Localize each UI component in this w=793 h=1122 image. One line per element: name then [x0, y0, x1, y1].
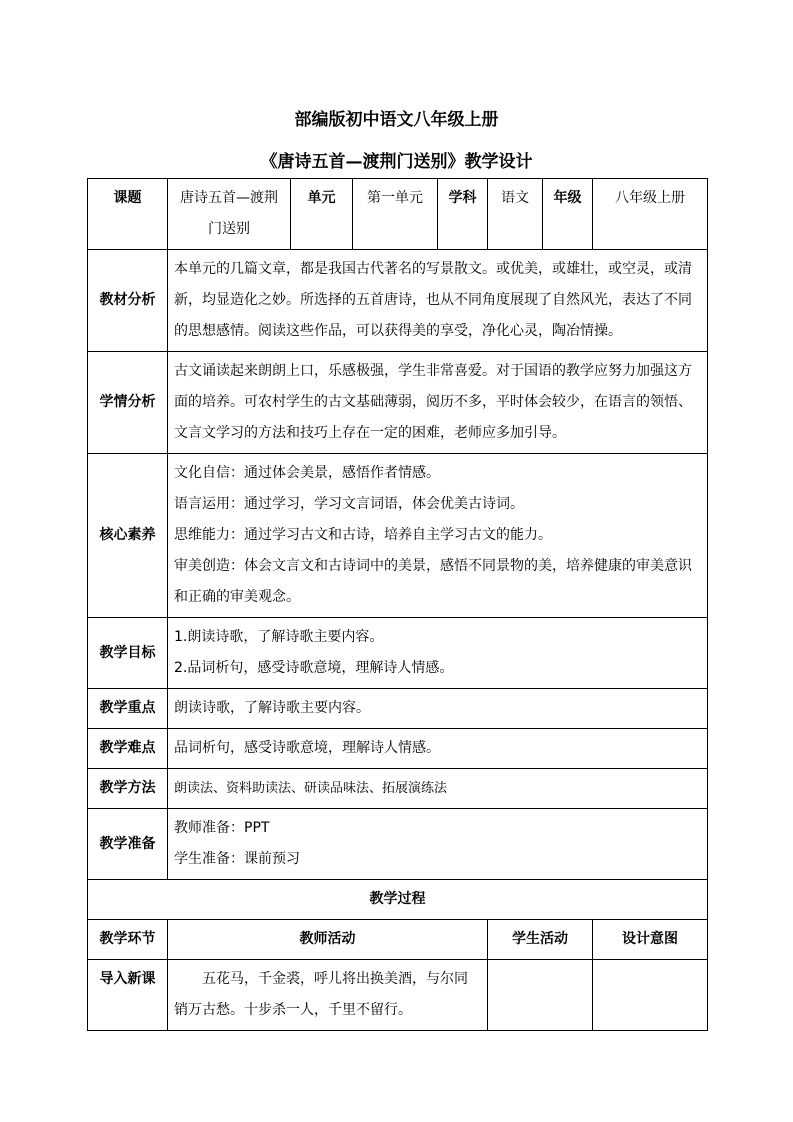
- teaching-prep-item: 教师准备：PPT: [174, 820, 270, 836]
- grade-value: 八年级上册: [593, 179, 708, 250]
- teaching-prep-row: [88, 809, 708, 880]
- process-design-intent: [593, 960, 708, 1031]
- teaching-prep-content: [168, 809, 708, 880]
- teaching-prep-item: 学生准备：课前预习: [174, 851, 300, 867]
- unit-label: 单元: [291, 179, 353, 250]
- process-row: [88, 960, 708, 1031]
- subject-value: 语文: [488, 179, 543, 250]
- core-literacy-line: 审美创造：体会文言文和古诗词中的美景，感悟不同景物的美，培养健康的审美意识和正确的审美观念。: [174, 558, 692, 605]
- teaching-focus-label: 教学重点: [88, 689, 168, 729]
- document-title: 部编版初中语文八年级上册: [294, 110, 499, 130]
- student-analysis-row: [88, 352, 708, 454]
- teaching-focus-row: [88, 689, 708, 729]
- teaching-goal-item: 2.品词析句，感受诗歌意境，理解诗人情感。: [174, 660, 454, 676]
- student-analysis-text: 古文诵读起来朗朗上口，乐感极强，学生非常喜爱。对于国语的教学应努力加强这方面的培养。可农村学生的古文基础薄弱，阅历不多，平时体会较少，在语言的领悟、文言文学习的方法和技巧上存在一定的困难，老师应多加引导。: [168, 352, 708, 454]
- core-literacy-line: 语言运用：通过学习，学习文言词语，体会优美古诗词。: [174, 496, 524, 512]
- process-title: 教学过程: [88, 880, 708, 920]
- teaching-prep-label: 教学准备: [88, 809, 168, 880]
- material-analysis-row: [88, 250, 708, 352]
- teaching-methods-row: [88, 769, 708, 809]
- teaching-focus-text: 朗读诗歌，了解诗歌主要内容。: [168, 689, 708, 729]
- teaching-goals-row: [88, 618, 708, 689]
- process-stage: 导入新课: [88, 960, 168, 1031]
- subject-label: 学科: [438, 179, 488, 250]
- process-teacher-activity: [168, 960, 488, 1031]
- process-header-row: [88, 920, 708, 960]
- lesson-plan-table: [87, 178, 708, 1031]
- header-row: [88, 179, 708, 250]
- core-literacy-row: [88, 454, 708, 618]
- teaching-goals-content: [168, 618, 708, 689]
- teacher-activity-text: 五花马，千金裘，呼儿将出换美酒，与尔同销万古愁。十步杀一人，千里不留行。: [174, 971, 468, 1018]
- teaching-goals-label: 教学目标: [88, 618, 168, 689]
- column-header-intent: 设计意图: [593, 920, 708, 960]
- topic-label: 课题: [88, 179, 168, 250]
- process-title-row: [88, 880, 708, 920]
- grade-label: 年级: [543, 179, 593, 250]
- core-literacy-label: 核心素养: [88, 454, 168, 618]
- material-analysis-text: 本单元的几篇文章，都是我国古代著名的写景散文。或优美，或雄壮，或空灵，或清新，均显造化之妙。所选择的五首唐诗，也从不同角度展现了自然风光，表达了不同的思想感情。阅读这些作品，可以获得美的享受，净化心灵，陶冶情操。: [168, 250, 708, 352]
- topic-value: 唐诗五首—渡荆门送别: [168, 179, 291, 250]
- material-analysis-label: 教材分析: [88, 250, 168, 352]
- document-subtitle: 《唐诗五首—渡荆门送别》教学设计: [260, 152, 533, 172]
- core-literacy-line: 文化自信：通过体会美景，感悟作者情感。: [174, 465, 440, 481]
- teaching-goal-item: 1.朗读诗歌，了解诗歌主要内容。: [174, 629, 384, 645]
- column-header-student: 学生活动: [488, 920, 593, 960]
- teaching-difficulty-text: 品词析句，感受诗歌意境，理解诗人情感。: [168, 729, 708, 769]
- unit-value: 第一单元: [353, 179, 438, 250]
- teaching-difficulty-label: 教学难点: [88, 729, 168, 769]
- column-header-teacher: 教师活动: [168, 920, 488, 960]
- student-analysis-label: 学情分析: [88, 352, 168, 454]
- teaching-methods-text: 朗读法、资料助读法、研读品味法、拓展演练法: [168, 769, 708, 809]
- core-literacy-line: 思维能力：通过学习古文和古诗，培养自主学习古文的能力。: [174, 527, 552, 543]
- teaching-difficulty-row: [88, 729, 708, 769]
- process-student-activity: [488, 960, 593, 1031]
- teaching-methods-label: 教学方法: [88, 769, 168, 809]
- column-header-stage: 教学环节: [88, 920, 168, 960]
- core-literacy-content: [168, 454, 708, 618]
